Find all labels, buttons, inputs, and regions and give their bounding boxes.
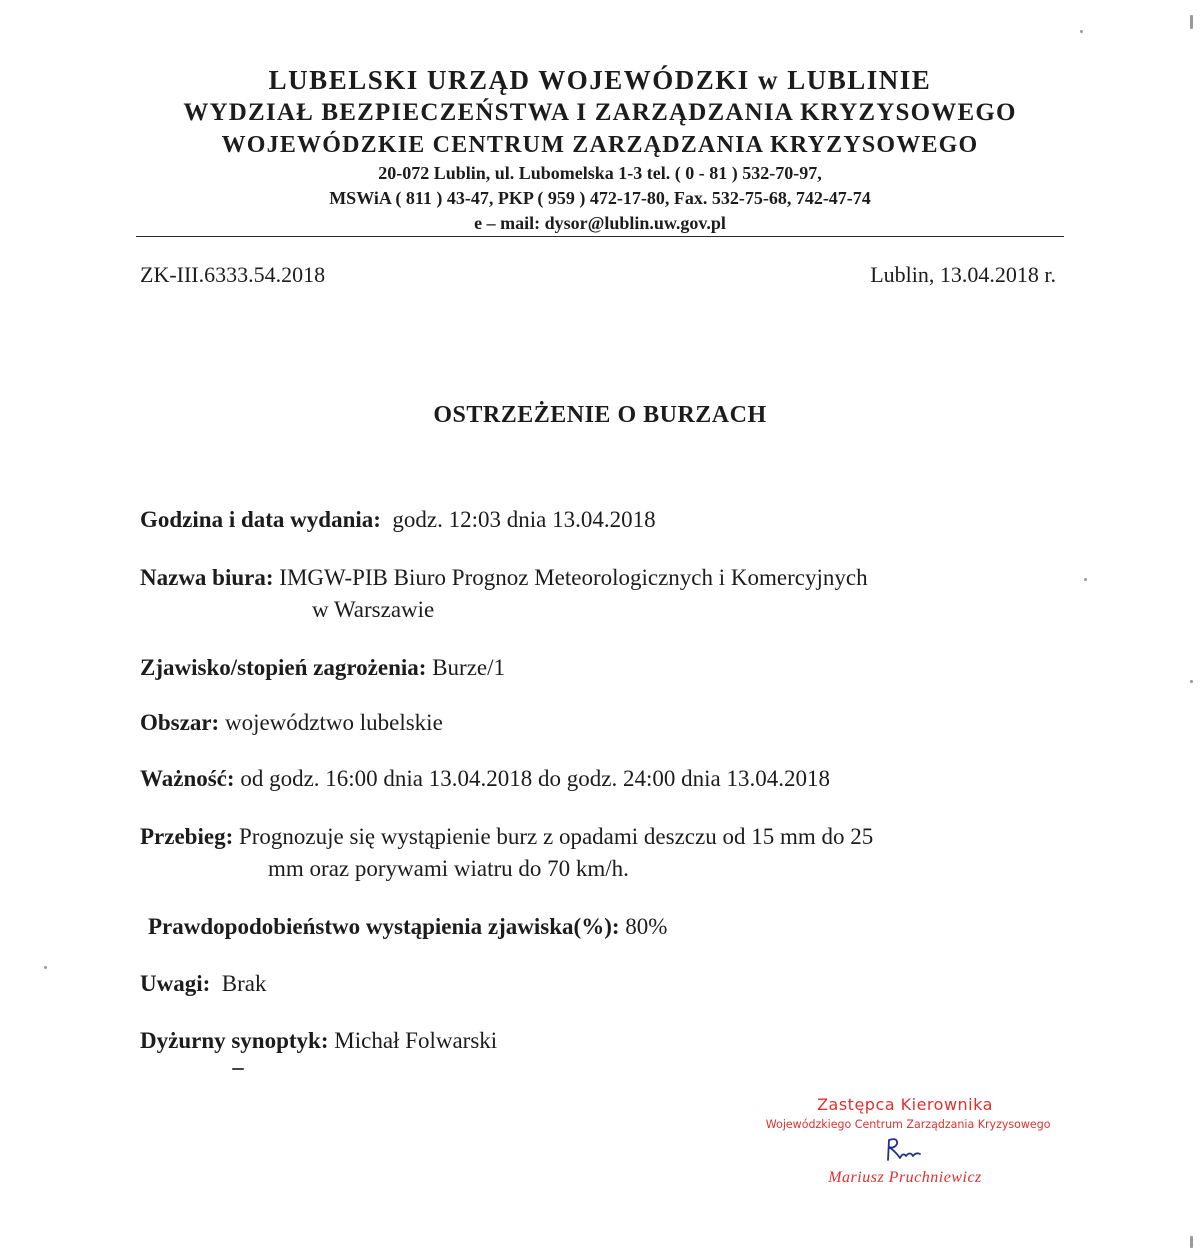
field-label: Obszar:	[140, 710, 220, 735]
scan-speck	[1190, 1236, 1193, 1248]
handwritten-signature	[760, 1132, 1050, 1168]
field-label: Godzina i data wydania:	[140, 507, 381, 532]
field-value: IMGW-PIB Biuro Prognoz Meteorologicznych i Komercyjnych	[279, 565, 868, 590]
email-line: e – mail: dysor@lublin.uw.gov.pl	[474, 213, 726, 233]
place-and-date: Lublin, 13.04.2018 r.	[870, 262, 1056, 287]
approval-stamp	[760, 1094, 1050, 1188]
reference-number: ZK-III.6333.54.2018	[140, 262, 326, 287]
address-line: 20-072 Lublin, ul. Lubomelska 1-3 tel. ( 0 - 81 ) 532-70-97,	[378, 163, 822, 183]
field-forecaster	[140, 1025, 497, 1057]
field-value: Michał Folwarski	[334, 1028, 498, 1053]
phones-line: MSWiA ( 811 ) 43-47, PKP ( 959 ) 472-17-80, Fax. 532-75-68, 742-47-74	[329, 188, 871, 208]
field-phenomenon	[140, 652, 505, 684]
field-office	[140, 562, 868, 626]
field-value: Burze/1	[432, 655, 505, 680]
field-probability	[148, 911, 667, 943]
stamp-role: Zastępca Kierownika	[817, 1095, 993, 1114]
field-label: Przebieg:	[140, 824, 234, 849]
field-label: Prawdopodobieństwo wystąpienia zjawiska(%):	[148, 914, 620, 939]
field-label: Ważność:	[140, 766, 235, 791]
scan-speck	[1190, 680, 1193, 683]
letterhead	[0, 64, 1200, 236]
organization-name: LUBELSKI URZĄD WOJEWÓDZKI w LUBLINIE	[268, 65, 932, 95]
scan-speck	[1080, 30, 1083, 33]
field-label: Dyżurny synoptyk:	[140, 1028, 329, 1053]
stamp-unit: Wojewódzkiego Centrum Zarządzania Kryzysowego	[765, 1117, 1051, 1131]
field-issued	[140, 504, 656, 536]
field-area	[140, 707, 443, 739]
field-value: Prognozuje się wystąpienie burz z opadami deszczu od 15 mm do 25	[238, 824, 874, 849]
center-name: WOJEWÓDZKIE CENTRUM ZARZĄDZANIA KRYZYSOWEGO	[221, 132, 979, 158]
field-value-continuation: w Warszawie	[312, 597, 435, 622]
field-value: od godz. 16:00 dnia 13.04.2018 do godz. 24:00 dnia 13.04.2018	[240, 766, 830, 791]
field-value: godz. 12:03 dnia 13.04.2018	[392, 507, 656, 532]
document-title: OSTRZEŻENIE O BURZACH	[433, 402, 767, 428]
letterhead-divider	[136, 236, 1064, 237]
field-label: Uwagi:	[140, 971, 211, 996]
scan-speck	[1190, 15, 1193, 29]
scan-speck	[1084, 578, 1087, 581]
field-value: 80%	[625, 914, 668, 939]
field-label: Nazwa biura:	[140, 565, 274, 590]
field-label: Zjawisko/stopień zagrożenia:	[140, 655, 427, 680]
field-value-continuation: mm oraz porywami wiatru do 70 km/h.	[268, 856, 629, 881]
field-value: województwo lubelskie	[224, 710, 443, 735]
scan-speck	[44, 966, 47, 969]
stamp-name: Mariusz Pruchniewicz	[828, 1169, 982, 1186]
department-name: WYDZIAŁ BEZPIECZEŃSTWA I ZARZĄDZANIA KRYZYSOWEGO	[183, 99, 1017, 126]
field-course	[140, 821, 873, 885]
field-value: Brak	[221, 971, 267, 996]
scan-speck	[232, 1068, 244, 1070]
field-validity	[140, 763, 830, 795]
field-remarks	[140, 968, 267, 1000]
